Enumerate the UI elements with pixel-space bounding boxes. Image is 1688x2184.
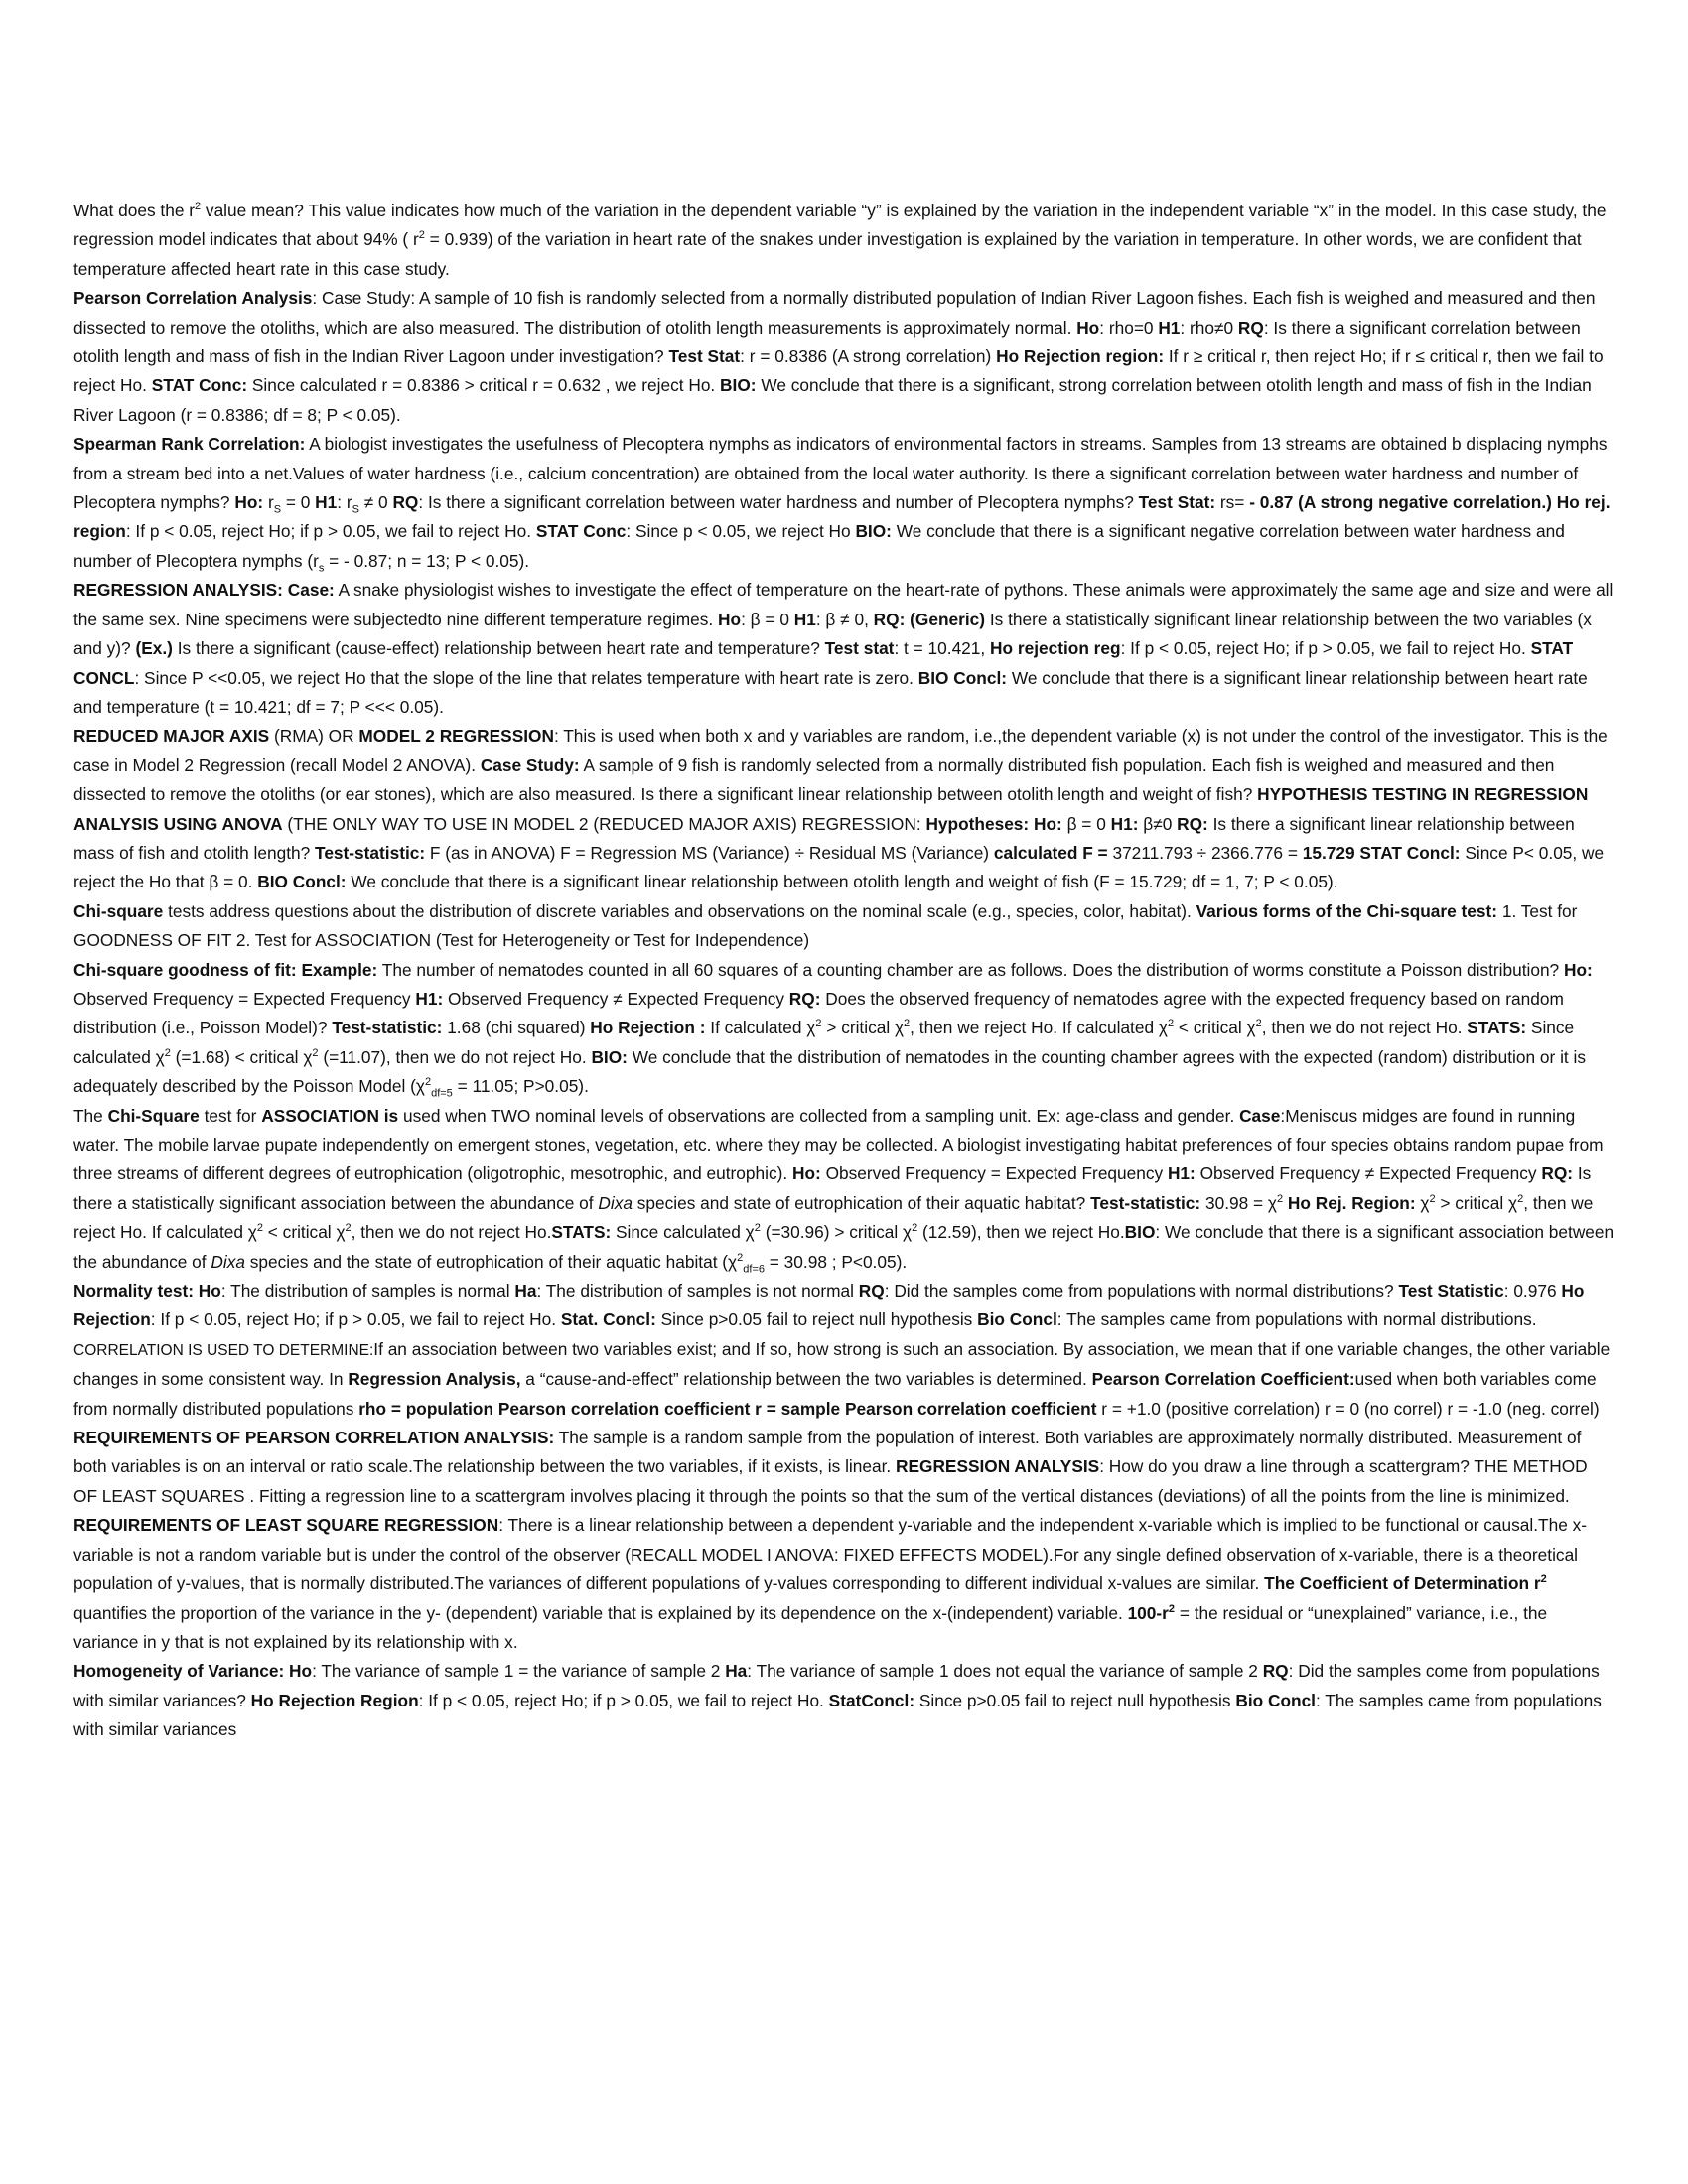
paragraph-chi-square-intro: Chi-square tests address questions about the distribution of discrete variables and observations on the nominal scale (e.g., species, color, habitat). Various forms of the Chi-square test: 1. Test for GOODNESS OF FIT 2. Test for ASSOCIATION (Test for Heterogeneity or Test for Independence)	[73, 900, 1578, 951]
paragraph-normality-test: Normality test: Ho: The distribution of samples is normal Ha: The distribution of samples is not normal RQ: Did the samples come from populations with normal distributions? Test Statistic: 0.976 Ho Rejection: If p < 0.05, reject Ho; if p > 0.05, we fail to reject Ho. Stat. Concl: Since p>0.05 fail to reject null hypothesis Bio Concl: The samples came from populations with normal distributions.	[73, 1281, 1585, 1330]
paragraph-chi-square-goodness-of-fit: Chi-square goodness of fit: Example: The number of nematodes counted in all 60 squares of a counting chamber are as follows. Does the distribution of worms constitute a Poisson distribution? Ho: Observed Frequency = Expected Frequency H1: Observed Frequency ≠ Expected Frequency RQ: Does the observed frequency of nematodes agree with the expected frequency based on random distribution (i.e., Poisson Model)? Test-statistic: 1.68 (chi squared) Ho Rejection : If calculated $\chi^2$ > critical $\chi^2$, then we reject Ho. If calculated $\chi^2$ < critical $\chi^2$, then we do not reject Ho. STATS: Since calculated $\chi^2$ (=1.68) < critical $\chi^2$ (=11.07), then we do not reject Ho. BIO: We conclude that the distribution of nematodes in the counting chamber agrees with the expected (random) distribution or it is adequately described by the Poisson Model ($\chi^2_{df=5} = 11.05$; P>0.05).	[73, 959, 1593, 1100]
paragraph-r-squared-meaning: What does the $r^2$ value mean? This value indicates how much of the variation in the dependent variable “y” is explained by the variation in the independent variable “x” in the model. In this case study, the regression model indicates that about 94% ( $r^2 = 0.939$) of the variation in heart rate of the snakes under investigation is explained by the variation in temperature. In other words, we are confident that temperature affected heart rate in this case study.	[73, 201, 1607, 279]
paragraph-regression-analysis: REGRESSION ANALYSIS: Case: A snake physiologist wishes to investigate the effect of temperature on the heart-rate of pythons. These animals were approximately the same age and size and were all the same sex. Nine specimens were subjectedto nine different temperature regimes. Ho: β = 0 H1: β ≠ 0, RQ: (Generic) Is there a statistically significant linear relationship between the two variables (x and y)? (Ex.) Is there a significant (cause-effect) relationship between heart rate and temperature? Test stat: t = 10.421, Ho rejection reg: If p < 0.05, reject Ho; if p > 0.05, we fail to reject Ho. STAT CONCL: Since P <<0.05, we reject Ho that the slope of the line that relates temperature with heart rate is zero. BIO Concl: We conclude that there is a significant linear relationship between heart rate and temperature (t = 10.421; df = 7; P <<< 0.05).	[73, 580, 1614, 717]
paragraph-homogeneity-of-variance: Homogeneity of Variance: Ho: The variance of sample 1 = the variance of sample 2 Ha: The variance of sample 1 does not equal the variance of sample 2 RQ: Did the samples come from populations with similar variances? Ho Rejection Region: If p < 0.05, reject Ho; if p > 0.05, we fail to reject Ho. StatConcl: Since p>0.05 fail to reject null hypothesis Bio Concl: The samples came from populations with similar variances	[73, 1661, 1602, 1740]
paragraph-correlation-regression-requirements: CORRELATION IS USED TO DETERMINE:If an association between two variables exist; and If so, how strong is such an association. By association, we mean that if one variable changes, the other variable changes in some consistent way. In Regression Analysis, a “cause-and-effect” relationship between the two variables is determined. Pearson Correlation Coefficient:used when both variables come from normally distributed populations rho = population Pearson correlation coefficient r = sample Pearson correlation coefficient r = +1.0 (positive correlation) r = 0 (no correl) r = -1.0 (neg. correl) REQUIREMENTS OF PEARSON CORRELATION ANALYSIS: The sample is a random sample from the population of interest. Both variables are approximately normally distributed. Measurement of both variables is on an interval or ratio scale.The relationship between the two variables, if it exists, is linear. REGRESSION ANALYSIS: How do you draw a line through a scattergram? THE METHOD OF LEAST SQUARES . Fitting a regression line to a scattergram involves placing it through the points so that the sum of the vertical distances (deviations) of all the points from the line is minimized. REQUIREMENTS OF LEAST SQUARE REGRESSION: There is a linear relationship between a dependent y-variable and the independent x-variable which is implied to be functional or causal.The x-variable is not a random variable but is under the control of the observer (RECALL MODEL I ANOVA: FIXED EFFECTS MODEL).For any single defined observation of x-variable, there is a theoretical population of y-values, that is normally distributed.The variances of different populations of y-values corresponding to different individual x-values are similar. The Coefficient of Determination $r^2$ quantifies the proportion of the variance in the y- (dependent) variable that is explained by its dependence on the x-(independent) variable. $100-r^2$ = the residual or “unexplained” variance, i.e., the variance in y that is not explained by its relationship with x.	[73, 1338, 1611, 1652]
paragraph-chi-square-association: The Chi-Square test for ASSOCIATION is used when TWO nominal levels of observations are collected from a sampling unit. Ex: age-class and gender. Case:Meniscus midges are found in running water. The mobile larvae pupate independently on emergent stones, vegetation, etc. where they may be collected. A biologist investigating habitat preferences of four species obtains random pupae from three streams of different degrees of eutrophication (oligotrophic, mesotrophic, and eutrophic). Ho: Observed Frequency = Expected Frequency H1: Observed Frequency ≠ Expected Frequency RQ: Is there a statistically significant association between the abundance of Dixa species and state of eutrophication of their aquatic habitat? Test-statistic: $30.98 = \chi^2$ Ho Rej. Region: $\chi^2$ > critical $\chi^2$, then we reject Ho. If calculated $\chi^2$ < critical $\chi^2$, then we do not reject Ho.STATS: Since calculated $\chi^2$ (=30.96) > critical $\chi^2$ (12.59), then we reject Ho.BIO: We conclude that there is a significant association between the abundance of Dixa species and the state of eutrophication of their aquatic habitat ($\chi^2_{df=6} = 30.98$ ; P<0.05).	[73, 1105, 1615, 1276]
paragraph-spearman-rank: Spearman Rank Correlation: A biologist investigates the usefulness of Plecoptera nymphs as indicators of environmental factors in streams. Samples from 13 streams are obtained b displacing nymphs from a stream bed into a net.Values of water hardness (i.e., calcium concentration) are obtained from the local water authority. Is there a significant correlation between water hardness and number of Plecoptera nymphs? Ho: $r_S = 0$ H1: $r_S \ne 0$ RQ: Is there a significant correlation between water hardness and number of Plecoptera nymphs? Test Stat: rs= - 0.87 (A strong negative correlation.) Ho rej. region: If p < 0.05, reject Ho; if p > 0.05, we fail to reject Ho. STAT Conc: Since p < 0.05, we reject Ho BIO: We conclude that there is a significant negative correlation between water hardness and number of Plecoptera nymphs ($r_s$ = - 0.87; n = 13; P < 0.05).	[73, 434, 1611, 575]
document-body	[73, 197, 1615, 1745]
paragraph-pearson-correlation: Pearson Correlation Analysis: Case Study: A sample of 10 fish is randomly selected from a normally distributed population of Indian River Lagoon fishes. Each fish is weighed and measured and then dissected to remove the otoliths, which are also measured. The distribution of otolith length measurements is approximately normal. Ho: rho=0 H1: rho≠0 RQ: Is there a significant correlation between otolith length and mass of fish in the Indian River Lagoon under investigation? Test Stat: r = 0.8386 (A strong correlation) Ho Rejection region: If r ≥ critical r, then reject Ho; if r ≤ critical r, then we fail to reject Ho. STAT Conc: Since calculated r = 0.8386 > critical r = 0.632 , we reject Ho. BIO: We conclude that there is a significant, strong correlation between otolith length and mass of fish in the Indian River Lagoon (r = 0.8386; df = 8; P < 0.05).	[73, 288, 1604, 425]
paragraph-reduced-major-axis: REDUCED MAJOR AXIS (RMA) OR MODEL 2 REGRESSION: This is used when both x and y variables are random, i.e.,the dependent variable (x) is not under the control of the investigator. This is the case in Model 2 Regression (recall Model 2 ANOVA). Case Study: A sample of 9 fish is randomly selected from a normally distributed fish population. Each fish is weighed and measured and then dissected to remove the otoliths (or ear stones), which are also measured. Is there a significant linear relationship between otolith length and weight of fish? HYPOTHESIS TESTING IN REGRESSION ANALYSIS USING ANOVA (THE ONLY WAY TO USE IN MODEL 2 (REDUCED MAJOR AXIS) REGRESSION: Hypotheses: Ho: β = 0 H1: β≠0 RQ: Is there a significant linear relationship between mass of fish and otolith length? Test-statistic: F (as in ANOVA) F = Regression MS (Variance) ÷ Residual MS (Variance) calculated F = 37211.793 ÷ 2366.776 = 15.729 STAT Concl: Since P< 0.05, we reject the Ho that β = 0. BIO Concl: We conclude that there is a significant linear relationship between otolith length and weight of fish (F = 15.729; df = 1, 7; P < 0.05).	[73, 726, 1608, 892]
